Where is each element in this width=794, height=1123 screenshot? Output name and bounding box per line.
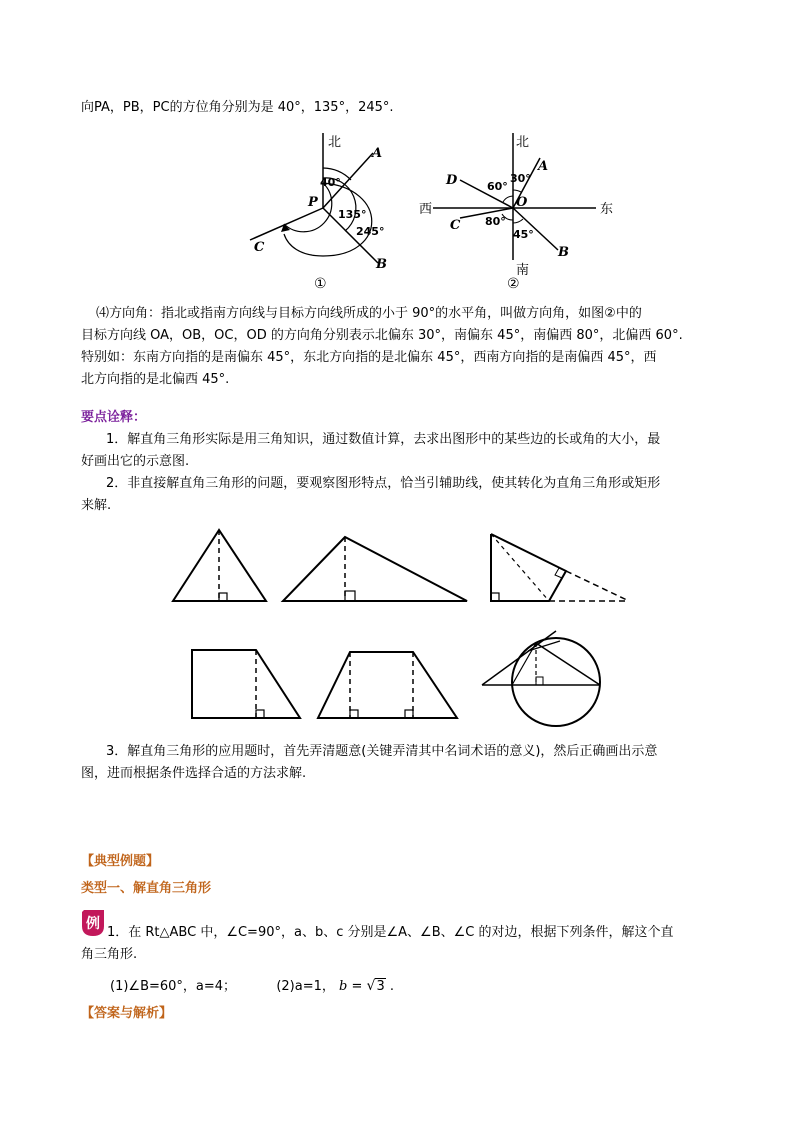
- right-triangle-extension-figure: [491, 534, 629, 601]
- fig2-angle-30: 30°: [510, 172, 531, 185]
- para4-line-1: ⑷方向角：指北或指南方向线与目标方向线所成的小于 90°的水平角，叫做方向角，如图②中的: [96, 306, 642, 321]
- auxiliary-figures: [0, 525, 794, 745]
- intro-line: 向PA，PB，PC的方位角分别为是 40°，135°，245°.: [81, 100, 394, 115]
- key-point-1-line-1: 1．解直角三角形实际是用三角知识，通过数值计算，去求出图形中的某些边的长或角的大小，最: [106, 432, 661, 447]
- q1-line-2: 角三角形.: [81, 947, 138, 962]
- fig1-north-label: 北: [328, 135, 342, 150]
- right-trapezoid-figure: [192, 650, 300, 718]
- fig1-angle-135: 135°: [338, 208, 367, 221]
- circle-tangent-figure: [482, 631, 600, 726]
- condition-2-radicand: 3: [376, 979, 385, 994]
- fig1-caption: ①: [314, 276, 327, 292]
- fig2-label-a: A: [538, 159, 549, 174]
- figure-2-direction-diagram: [418, 128, 618, 298]
- key-point-2-line-2: 来解.: [81, 498, 112, 513]
- para4-line-3: 特别如：东南方向指的是南偏东 45°，东北方向指的是北偏东 45°，西南方向指的是南偏西 45°，西: [81, 350, 657, 365]
- condition-2-b: b: [339, 979, 348, 994]
- answer-heading: 【答案与解析】: [81, 1006, 173, 1021]
- q1-conditions: [110, 977, 394, 996]
- fig1-label-c: C: [254, 240, 265, 255]
- condition-1: (1)∠B=60°，a=4；: [110, 979, 237, 994]
- key-point-3-line-2: 图，进而根据条件选择合适的方法求解.: [81, 766, 307, 781]
- isosceles-trapezoid-figure: [318, 652, 457, 718]
- fig2-label-d: D: [446, 173, 458, 188]
- example-badge: [80, 908, 106, 938]
- examples-heading: 【典型例题】: [81, 854, 160, 869]
- para4-line-2: 目标方向线 OA，OB，OC，OD 的方向角分别表示北偏东 30°，南偏东 45°，南偏西 80°，北偏西 60°.: [81, 328, 683, 343]
- type1-heading: 类型一、解直角三角形: [81, 881, 212, 896]
- fig2-west-label: 西: [419, 202, 433, 217]
- obtuse-triangle-figure: [283, 537, 467, 601]
- fig2-east-label: 东: [600, 202, 614, 217]
- condition-2-prefix: (2)a=1，: [276, 979, 335, 994]
- fig2-caption: ②: [507, 276, 520, 292]
- key-point-3-line-1: 3．解直角三角形的应用题时，首先弄清题意(关键弄清其中名词术语的意义)，然后正确画出示意: [106, 744, 658, 759]
- key-point-1-line-2: 好画出它的示意图.: [81, 454, 190, 469]
- fig1-label-p: P: [308, 195, 318, 210]
- fig2-north-label: 北: [516, 135, 530, 150]
- sqrt-sign: √: [366, 978, 376, 994]
- fig2-angle-60: 60°: [487, 180, 508, 193]
- key-points-heading: 要点诠释：: [81, 410, 147, 425]
- example-badge-text: 例: [86, 916, 100, 932]
- key-point-2-line-1: 2．非直接解直角三角形的问题，要观察图形特点，恰当引辅助线，使其转化为直角三角形或矩形: [106, 476, 661, 491]
- fig1-angle-40: 40°: [320, 176, 341, 189]
- condition-2-equals: =: [351, 979, 367, 994]
- fig2-angle-45: 45°: [513, 228, 534, 241]
- fig2-label-b: B: [558, 245, 569, 260]
- fig1-label-b: B: [376, 257, 387, 272]
- fig2-south-label: 南: [516, 263, 530, 278]
- fig2-angle-80: 80°: [485, 215, 506, 228]
- isosceles-triangle-figure: [173, 530, 266, 601]
- condition-2-end: .: [389, 979, 395, 994]
- fig2-label-c: C: [450, 218, 461, 233]
- para4-line-4: 北方向指的是北偏西 45°.: [81, 372, 230, 387]
- fig1-label-a: A: [372, 146, 383, 161]
- fig2-label-o: O: [516, 195, 528, 210]
- q1-line-1: 1．在 Rt△ABC 中，∠C=90°，a、b、c 分别是∠A、∠B、∠C 的对边，根据下列条件，解这个直: [107, 925, 674, 940]
- fig1-angle-245: 245°: [356, 225, 385, 238]
